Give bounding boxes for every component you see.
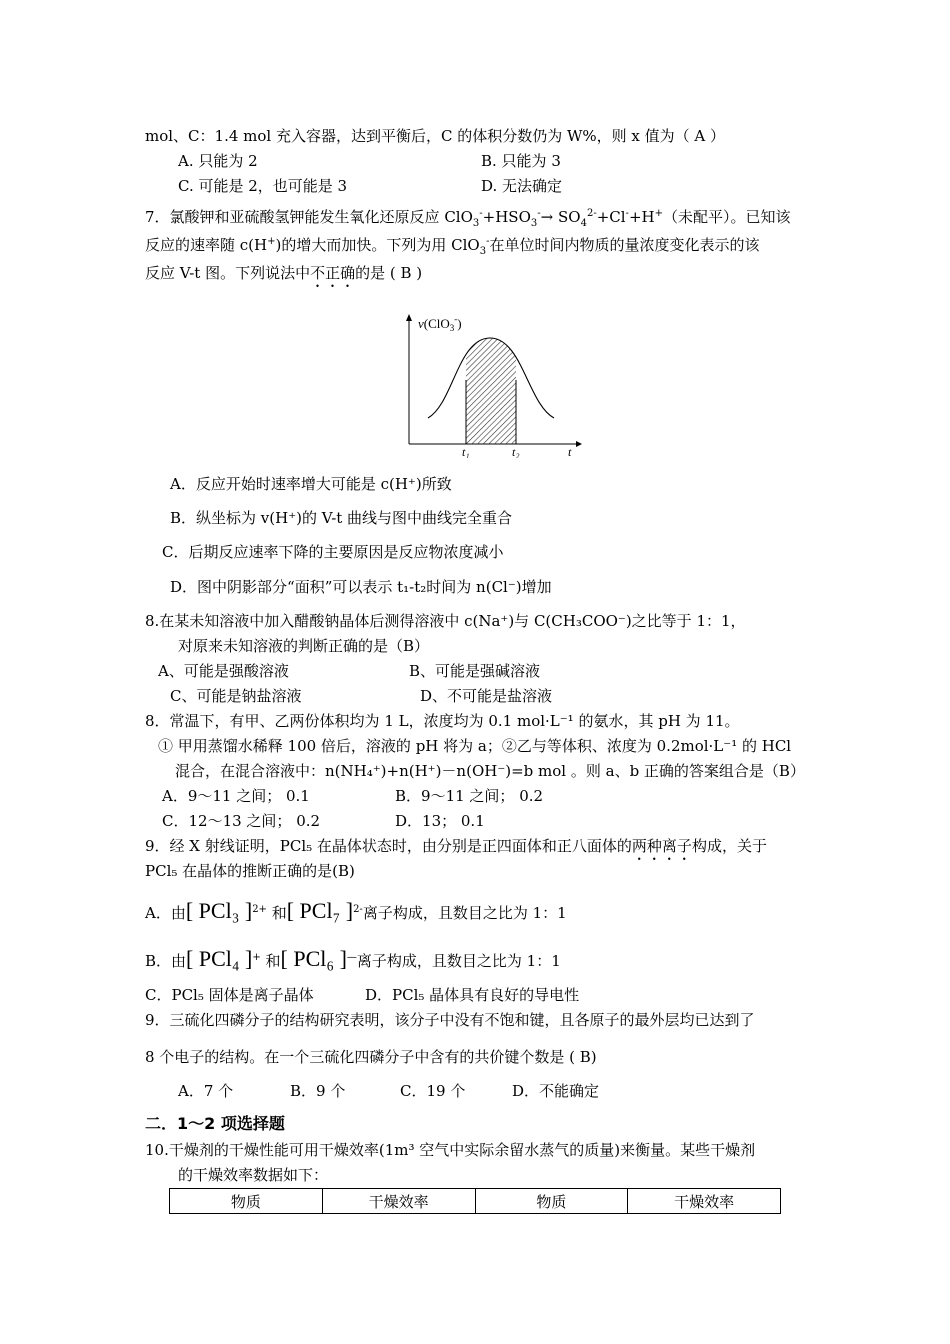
q9a-option-d: D．PCl₅ 晶体具有良好的导电性 xyxy=(365,986,580,1004)
q9b-option-c: C．19 个 xyxy=(400,1082,466,1100)
q9a-option-b: B．由[ PCl₄ ]+ 和[ PCl₆ ]—离子构成，且数目之比为 1：1 xyxy=(145,946,561,971)
table-header-cell: 干燥效率 xyxy=(322,1189,475,1214)
q8a-option-c: C、可能是钠盐溶液 xyxy=(170,687,302,705)
t-axis-label: t xyxy=(568,445,572,458)
q7-stem-line2: 反应的速率随 c(H+)的增大而加快。下列为用 ClO$_3$-在单位时间内物质的量浓度变化表示的该 xyxy=(145,236,760,257)
q7-option-a: A．反应开始时速率增大可能是 c(H⁺)所致 xyxy=(170,475,452,493)
q7-option-d: D．图中阴影部分“面积”可以表示 t₁-t₂时间为 n(Cl⁻)增加 xyxy=(170,578,552,596)
q9a-stem-line2: PCl₅ 在晶体的推断正确的是(B) xyxy=(145,862,355,880)
q8b-option-b: B．9～11 之间； 0.2 xyxy=(395,787,544,805)
drying-efficiency-table xyxy=(169,1188,781,1214)
rate-time-figure xyxy=(398,308,586,458)
q9b-option-a: A．7 个 xyxy=(178,1082,234,1100)
table-header-cell: 干燥效率 xyxy=(628,1189,781,1214)
q8b-stem-line1: 8．常温下，有甲、乙两份体积均为 1 L，浓度均为 0.1 mol·L⁻¹ 的氨水，其 pH 为 11。 xyxy=(145,712,740,730)
table-header-cell: 物质 xyxy=(475,1189,628,1214)
shaded-area xyxy=(428,338,554,444)
q10-stem-line2: 的干燥效率数据如下： xyxy=(178,1166,329,1184)
q7-stem-line3: 反应 V-t 图。下列说法中不正确的是 ( B ) xyxy=(145,264,423,282)
q10-stem-line1: 10.干燥剂的干燥性能可用干燥效率(1m³ 空气中实际余留水蒸气的质量)来衡量。某些干燥剂 xyxy=(145,1141,756,1159)
q8b-stem-line3: 混合，在混合溶液中：n(NH₄⁺)+n(H⁺)－n(OH⁻)=b mol 。则 a、b 正确的答案组合是（B） xyxy=(175,762,805,780)
q9a-option-a: A．由[ PCl₃ ]$^{2+}$ 和[ PCl₇ ]$^{2-}$离子构成，且数目之比为 1：1 xyxy=(145,898,567,923)
q6-option-b: B. 只能为 3 xyxy=(481,152,561,170)
q6-option-c: C. 可能是 2，也可能是 3 xyxy=(178,177,348,195)
q7-option-b: B．纵坐标为 v(H⁺)的 V-t 曲线与图中曲线完全重合 xyxy=(170,509,513,527)
q9a-stem-line1: 9．经 X 射线证明，PCl₅ 在晶体状态时，由分别是正四面体和正八面体的两种离子构成，关于 xyxy=(145,837,767,855)
t2-label: t₂ xyxy=(512,445,520,458)
q9b-option-d: D．不能确定 xyxy=(512,1082,600,1100)
table-header-cell: 物质 xyxy=(170,1189,323,1214)
q8a-option-d: D、不可能是盐溶液 xyxy=(420,687,553,705)
q8b-option-a: A．9～11 之间； 0.1 xyxy=(162,787,310,805)
q8a-option-a: A、可能是强酸溶液 xyxy=(158,662,289,680)
q9b-stem-line1: 9．三硫化四磷分子的结构研究表明，该分子中没有不饱和键，且各原子的最外层均已达到了 xyxy=(145,1011,755,1029)
q8b-stem-line2: ① 甲用蒸馏水稀释 100 倍后，溶液的 pH 将为 a；②乙与等体积、浓度为 0.2mol·L⁻¹ 的 HCl xyxy=(158,737,792,755)
q8b-option-d: D．13； 0.1 xyxy=(395,812,485,830)
q8a-option-b: B、可能是强碱溶液 xyxy=(409,662,541,680)
q8a-stem-line1: 8.在某未知溶液中加入醋酸钠晶体后测得溶液中 c(Na⁺)与 C(CH₃COO⁻)之比等于 1：1， xyxy=(145,612,746,630)
q7-emphasis-text: 不正确 xyxy=(310,264,356,282)
q7-option-c: C．后期反应速率下降的主要原因是反应物浓度减小 xyxy=(162,543,504,561)
q9a-option-c: C．PCl₅ 固体是离子晶体 xyxy=(145,986,314,1004)
q6-option-d: D. 无法确定 xyxy=(481,177,563,195)
q9b-stem-line2: 8 个电子的结构。在一个三硫化四磷分子中含有的共价键个数是 ( B) xyxy=(145,1048,597,1066)
q8a-stem-line2: 对原来未知溶液的判断正确的是（B） xyxy=(178,637,430,655)
q7-stem-line1: 7．氯酸钾和亚硫酸氢钾能发生氧化还原反应 $ClO_3^-+HSO_3^-\to SO_4^{2-}+Cl^-+H^+$（未配平）。已知该 xyxy=(145,208,791,229)
q8b-option-c: C．12～13 之间； 0.2 xyxy=(162,812,321,830)
table-header-row xyxy=(170,1189,781,1214)
q6-option-a: A. 只能为 2 xyxy=(178,152,258,170)
section-two-heading: 二．1～2 项选择题 xyxy=(145,1114,285,1133)
t1-label: t₁ xyxy=(462,445,470,458)
y-axis-label: v(ClO$_3$-) xyxy=(418,314,462,333)
q6-stem: mol、C：1.4 mol 充入容器，达到平衡后，C 的体积分数仍为 W%，则 x 值为（ A ） xyxy=(145,127,726,145)
q9b-option-b: B．9 个 xyxy=(290,1082,346,1100)
q9a-emphasis-text: 两种离子 xyxy=(631,837,692,855)
